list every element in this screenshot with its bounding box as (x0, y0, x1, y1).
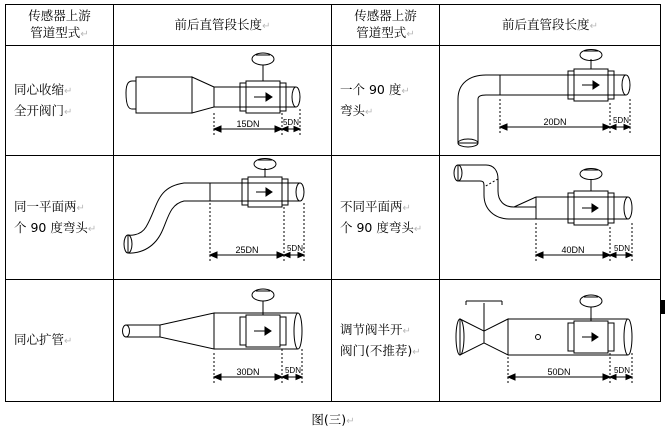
row1-left-dim-downstream: 5DN (282, 117, 300, 127)
table-row (6, 156, 661, 280)
row2-left-dim-downstream: 5DN (286, 243, 304, 253)
header-text-4-wrap (440, 14, 660, 37)
row2-right-dim-downstream: 5DN (613, 243, 631, 253)
pilcrow-mark: ↵ (64, 85, 73, 97)
row1-left-label (6, 80, 113, 122)
row1-right-label-line1-wrap (340, 80, 431, 101)
row3-right-label-line2: 阀门(不推荐) (340, 342, 413, 358)
two-90-degree-elbows-different-plane-diagram (440, 157, 659, 279)
row1-right-label-line2-wrap (340, 101, 431, 122)
row2-right-label (332, 197, 439, 239)
header-text-1-line1: 传感器上游 (28, 8, 91, 23)
table-row (6, 280, 661, 402)
row3-figure-cell-left (114, 280, 332, 402)
pilcrow-mark: ↵ (80, 29, 89, 40)
row3-label-cell-left (6, 280, 114, 402)
two-elbows-same-plane-figure (114, 157, 331, 279)
row3-right-dim-downstream: 5DN (613, 365, 631, 375)
row1-left-dim-upstream: 15DN (236, 118, 260, 129)
header-text-2-wrap (114, 14, 331, 37)
pilcrow-mark: ↵ (402, 325, 411, 337)
concentric-reducer-with-full-open-valve-diagram (114, 47, 330, 155)
row1-left-label-line1: 同心收缩 (14, 81, 65, 97)
header-text-3-line2-wrap (338, 24, 433, 43)
table-row (6, 46, 661, 156)
half-open-control-valve-diagram (440, 281, 659, 401)
concentric-expander-figure (114, 281, 331, 401)
row3-left-dim-downstream: 5DN (284, 365, 302, 375)
pilcrow-mark: ↵ (402, 202, 411, 214)
figure-caption-text: 图(三) (311, 412, 347, 427)
header-cell-1 (6, 5, 114, 46)
row2-figure-cell-left (114, 156, 332, 280)
header-text-1-line2: 管道型式 (30, 25, 81, 40)
row3-left-dim-upstream: 30DN (236, 366, 260, 377)
row2-label-cell-right (332, 156, 440, 280)
row2-label-cell-left (6, 156, 114, 280)
pilcrow-mark: ↵ (76, 202, 85, 214)
half-open-control-valve-figure (440, 281, 660, 401)
concentric-reducer-full-open-valve-figure (114, 47, 331, 155)
pilcrow-mark: ↵ (589, 20, 598, 32)
pilcrow-mark: ↵ (412, 346, 421, 358)
row2-right-label-line2-wrap (340, 218, 431, 239)
header-cell-3 (332, 5, 440, 46)
two-90-degree-elbows-same-plane-diagram (114, 157, 330, 279)
single-90-elbow-figure (440, 47, 660, 155)
pilcrow-mark: ↵ (64, 106, 73, 118)
header-text-1 (6, 5, 113, 45)
header-text-3-line1: 传感器上游 (354, 8, 417, 23)
row2-left-label-line2-wrap (14, 218, 105, 239)
pilcrow-mark: ↵ (346, 416, 355, 427)
two-elbows-different-plane-figure (440, 157, 660, 279)
row1-left-label-line2: 全开阀门 (14, 102, 65, 118)
header-text-3 (332, 5, 439, 45)
row2-left-label-line1-wrap (14, 197, 105, 218)
single-90-degree-elbow-diagram (440, 47, 659, 155)
row3-right-label-line2-wrap (340, 341, 431, 362)
row1-left-label-line1-wrap (14, 80, 105, 101)
row1-left-label-line2-wrap (14, 101, 105, 122)
pilcrow-mark: ↵ (401, 85, 410, 97)
header-text-1-line2-wrap (12, 24, 107, 43)
header-text-4: 前后直管段长度 (502, 16, 590, 32)
row3-right-label (332, 320, 439, 362)
concentric-expander-diagram (114, 281, 330, 401)
header-cell-2 (114, 5, 332, 46)
row2-left-label-line2: 个 90 度弯头 (14, 219, 88, 235)
row1-right-label-line1: 一个 90 度 (340, 81, 402, 97)
header-text-2: 前后直管段长度 (174, 16, 263, 32)
row2-figure-cell-right (440, 156, 661, 280)
row2-right-label-line1-wrap (340, 197, 431, 218)
pilcrow-mark: ↵ (413, 223, 423, 235)
row3-figure-cell-right (440, 280, 661, 402)
table-header-row (6, 5, 661, 46)
row2-left-dim-upstream: 25DN (235, 244, 259, 255)
row3-left-label-line1-wrap (14, 330, 105, 351)
row3-right-label-line1: 调节阀半开 (340, 321, 403, 337)
row1-right-label-line2: 弯头 (340, 102, 366, 118)
row2-left-label (6, 197, 113, 239)
pilcrow-mark: ↵ (365, 106, 374, 118)
row1-right-dim-upstream: 20DN (543, 116, 567, 127)
row3-left-label (6, 330, 113, 351)
row2-left-label-line1: 同一平面两 (14, 198, 77, 214)
figure-caption (0, 410, 666, 428)
header-text-3-line2: 管道型式 (356, 25, 407, 40)
row3-left-label-line1: 同心扩管 (14, 332, 65, 347)
row2-right-label-line2: 个 90 度弯头 (340, 219, 414, 235)
specification-table (5, 4, 661, 402)
pilcrow-mark: ↵ (87, 223, 97, 235)
row3-right-dim-upstream: 50DN (547, 366, 571, 377)
row1-right-dim-downstream: 5DN (612, 115, 630, 125)
row3-label-cell-right (332, 280, 440, 402)
row1-label-cell-right (332, 46, 440, 156)
row2-right-dim-upstream: 40DN (561, 244, 585, 255)
row2-right-label-line1: 不同平面两 (340, 198, 403, 214)
row1-label-cell-left (6, 46, 114, 156)
header-cell-4 (440, 5, 661, 46)
pilcrow-mark: ↵ (406, 29, 415, 40)
page-edge-marker (661, 300, 665, 314)
pilcrow-mark: ↵ (262, 20, 271, 32)
row1-figure-cell-left (114, 46, 332, 156)
pilcrow-mark: ↵ (64, 336, 73, 347)
row3-right-label-line1-wrap (340, 320, 431, 341)
row1-figure-cell-right (440, 46, 661, 156)
row1-right-label (332, 80, 439, 122)
